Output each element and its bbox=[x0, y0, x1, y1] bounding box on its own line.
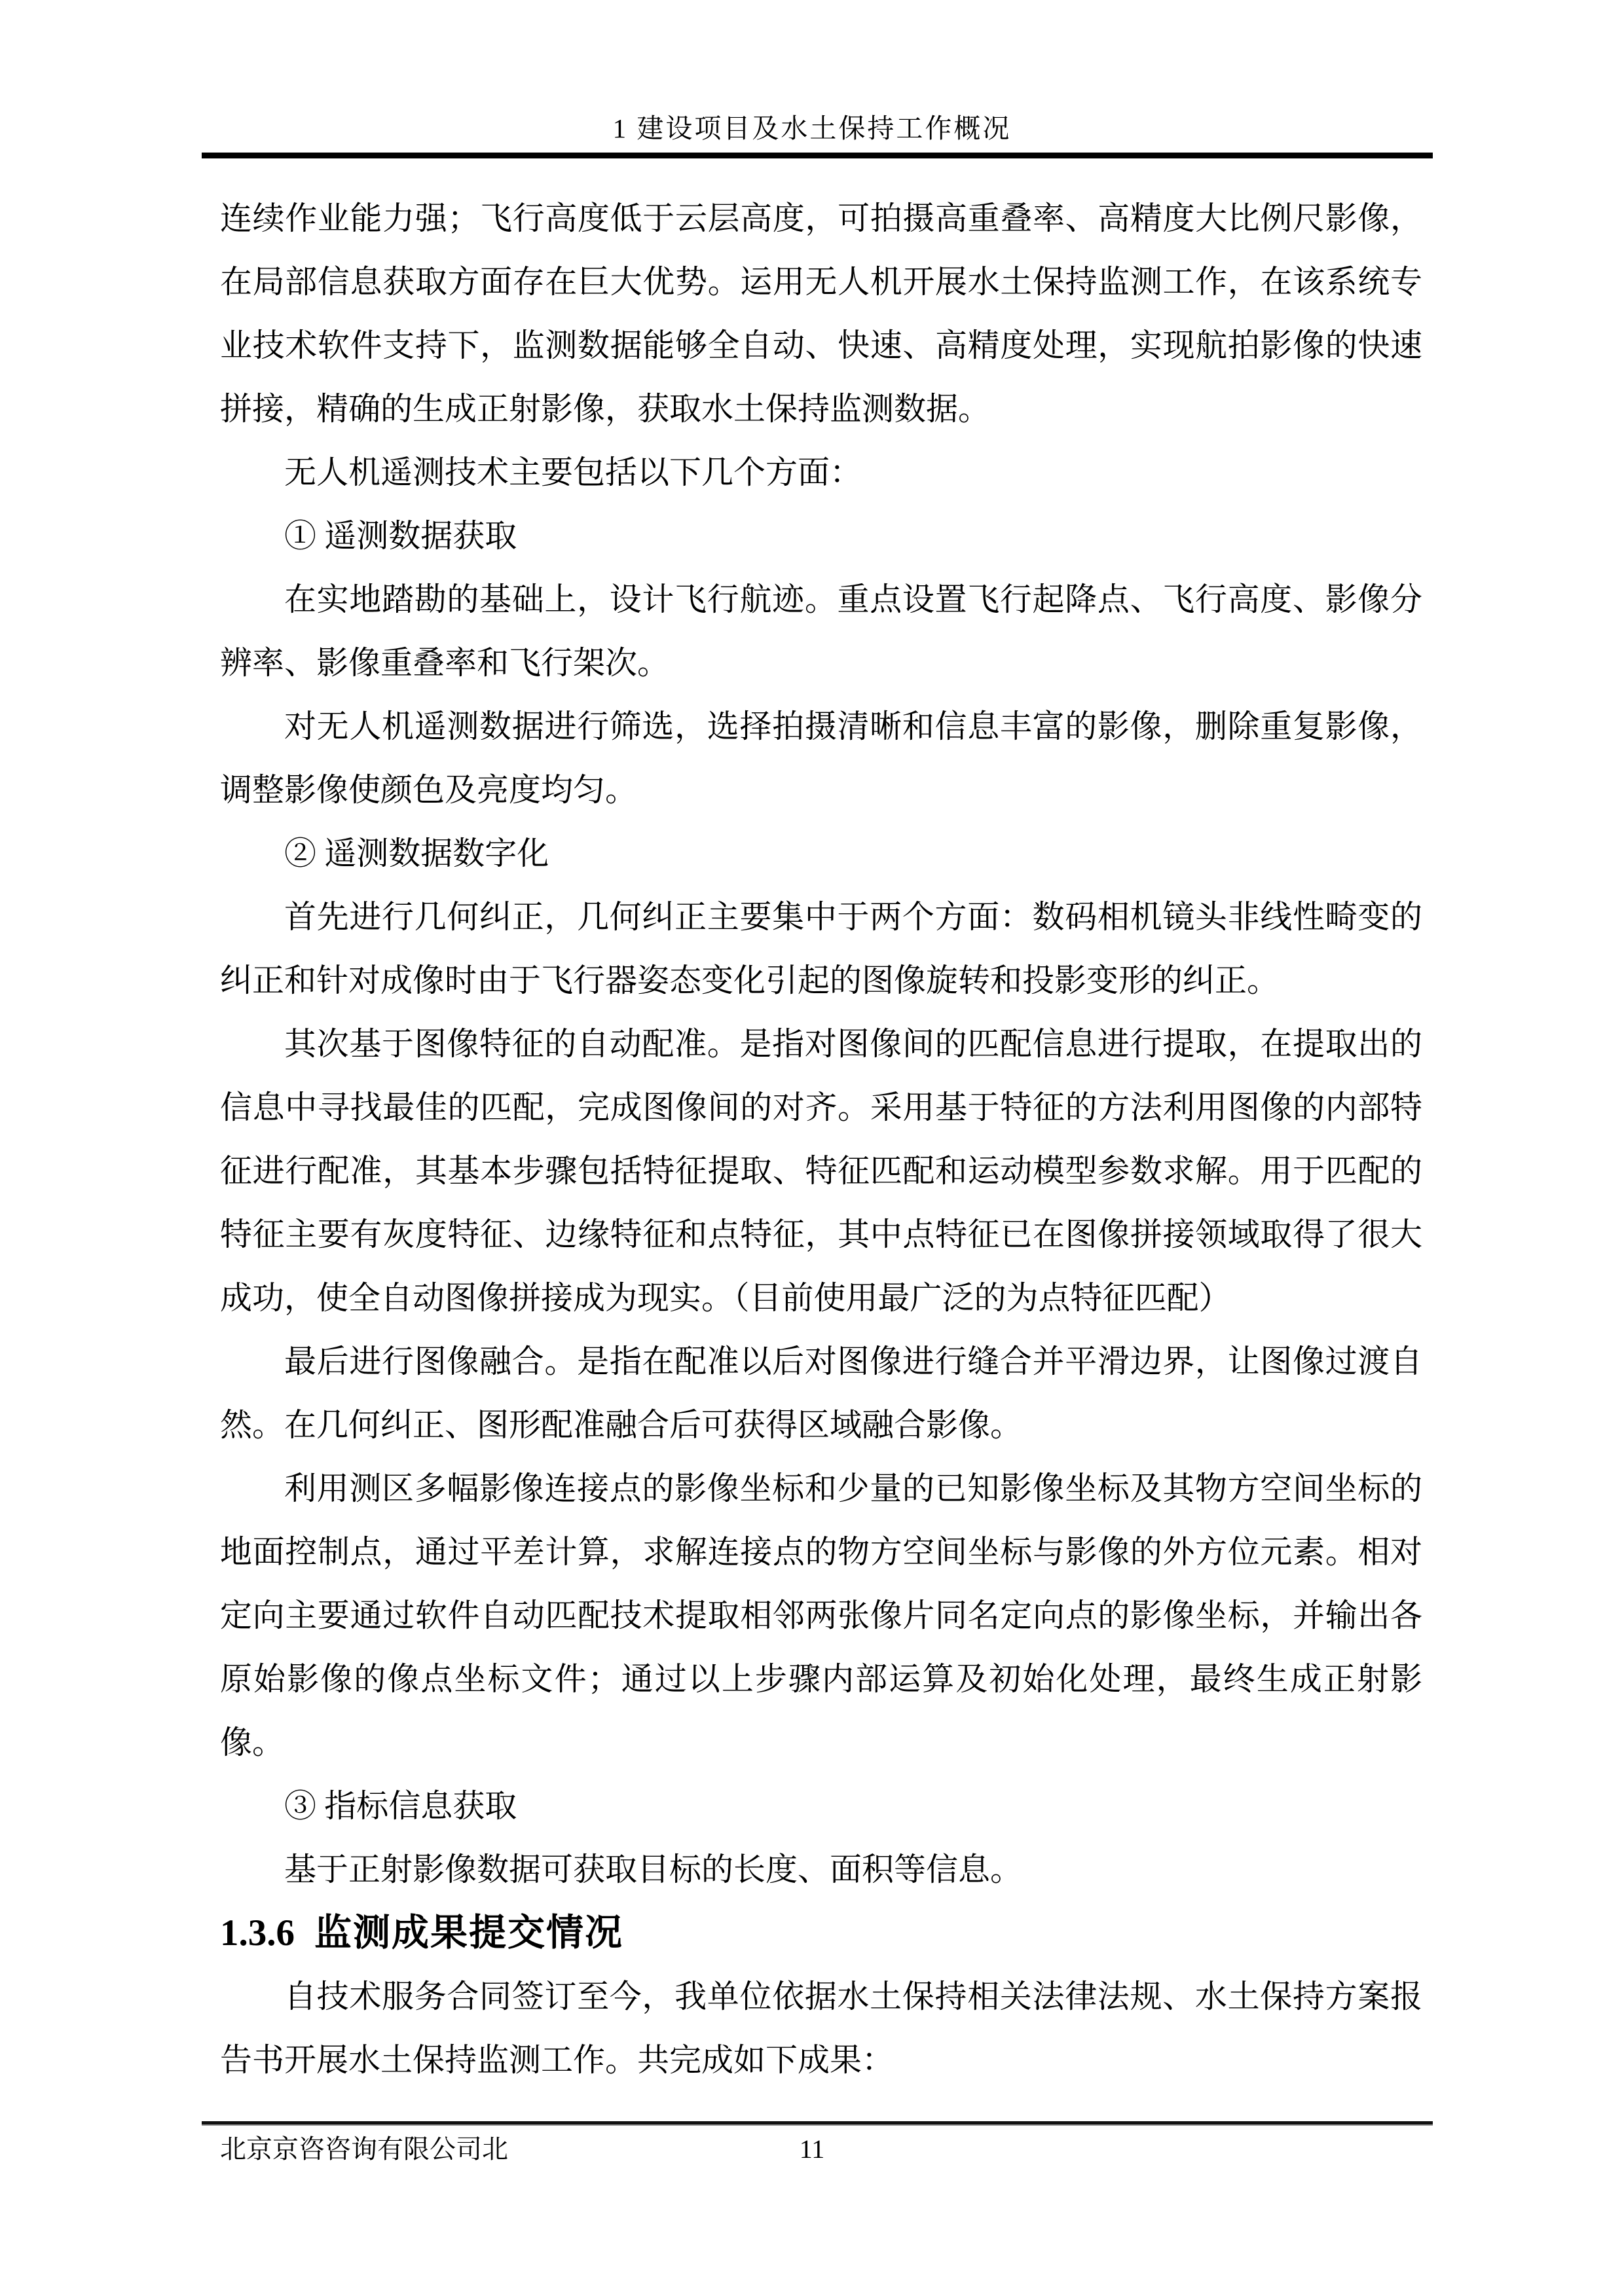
paragraph: 利用测区多幅影像连接点的影像坐标和少量的已知影像坐标及其物方空间坐标的地面控制点，通过平差计算，求解连接点的物方空间坐标与影像的外方位元素。相对定向主要通过软件自动匹配技术提取相邻两张像片同名定向点的影像坐标，并输出各原始影像的像点坐标文件；通过以上步骤内部运算及初始化处理，最终生成正射影像。 bbox=[220, 1470, 1422, 1760]
paragraph: 连续作业能力强；飞行高度低于云层高度，可拍摄高重叠率、高精度大比例尺影像，在局部信息获取方面存在巨大优势。运用无人机开展水土保持监测工作，在该系统专业技术软件支持下，监测数据能够全自动、快速、高精度处理，实现航拍影像的快速拼接，精确的生成正射影像，获取水土保持监测数据。 bbox=[220, 200, 1422, 427]
section-heading bbox=[220, 1901, 1422, 1965]
document-body bbox=[220, 187, 1422, 2092]
page-number: 11 bbox=[799, 2134, 825, 2164]
section-number: 1.3.6 bbox=[220, 1912, 295, 1954]
paragraph: 首先进行几何纠正，几何纠正主要集中于两个方面：数码相机镜头非线性畸变的纠正和针对成像时由于飞行器姿态变化引起的图像旋转和投影变形的纠正。 bbox=[220, 899, 1422, 998]
header-rule bbox=[202, 153, 1433, 158]
paragraph: 自技术服务合同签订至今，我单位依据水土保持相关法律法规、水土保持方案报告书开展水土保持监测工作。共完成如下成果： bbox=[220, 1978, 1422, 2078]
footer-company-name: 北京京咨咨询有限公司北 bbox=[220, 2134, 508, 2164]
paragraph: 对无人机遥测数据进行筛选，选择拍摄清晰和信息丰富的影像，删除重复影像，调整影像使颜色及亮度均匀。 bbox=[220, 708, 1422, 808]
paragraph: 无人机遥测技术主要包括以下几个方面： bbox=[284, 454, 862, 490]
paragraph: 在实地踏勘的基础上，设计飞行航迹。重点设置飞行起降点、飞行高度、影像分辨率、影像重叠率和飞行架次。 bbox=[220, 581, 1422, 681]
paragraph: 基于正射影像数据可获取目标的长度、面积等信息。 bbox=[284, 1851, 1023, 1887]
list-item-2: ② 遥测数据数字化 bbox=[284, 835, 549, 871]
list-item-3: ③ 指标信息获取 bbox=[284, 1788, 517, 1824]
paragraph: 最后进行图像融合。是指在配准以后对图像进行缝合并平滑边界，让图像过渡自然。在几何纠正、图形配准融合后可获得区域融合影像。 bbox=[220, 1343, 1422, 1443]
page-header-title: 1 建设项目及水土保持工作概况 bbox=[612, 113, 1012, 143]
footer-rule bbox=[202, 2121, 1433, 2126]
list-item-1: ① 遥测数据获取 bbox=[284, 518, 517, 554]
section-title: 监测成果提交情况 bbox=[314, 1912, 623, 1954]
paragraph: 其次基于图像特征的自动配准。是指对图像间的匹配信息进行提取，在提取出的信息中寻找最佳的匹配，完成图像间的对齐。采用基于特征的方法利用图像的内部特征进行配准，其基本步骤包括特征提取、特征匹配和运动模型参数求解。用于匹配的特征主要有灰度特征、边缘特征和点特征，其中点特征已在图像拼接领域取得了很大成功，使全自动图像拼接成为现实。（目前使用最广泛的为点特征匹配） bbox=[220, 1026, 1422, 1316]
